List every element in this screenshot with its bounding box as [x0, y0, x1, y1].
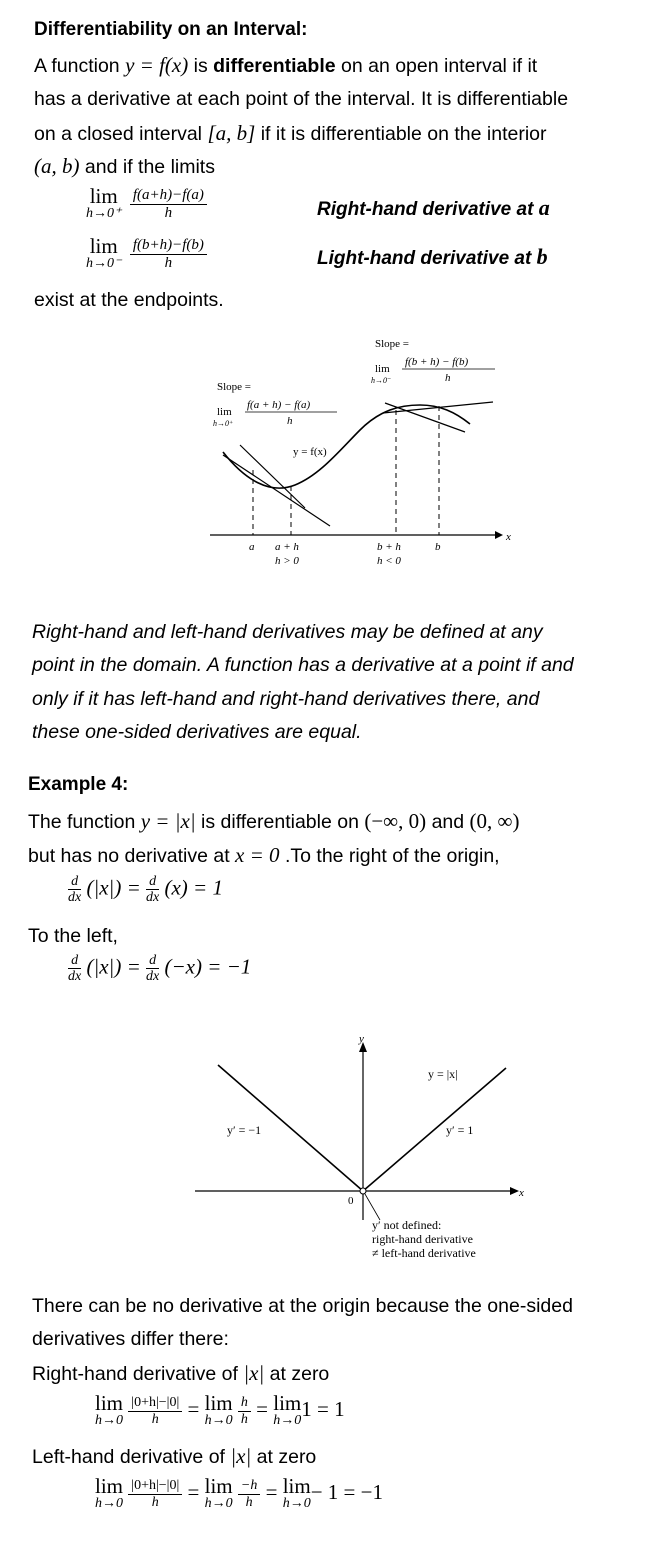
math-span: (−∞, 0): [364, 809, 427, 833]
y-axis-label: y: [359, 1033, 364, 1045]
fraction-den: h: [245, 1494, 253, 1510]
fraction-num: |0+h|−|0|: [128, 1395, 182, 1411]
lim-sub: h→0: [282, 1496, 311, 1511]
lim-sub: h→0: [204, 1413, 233, 1428]
function-curve: [223, 405, 470, 488]
label-var: b: [536, 244, 548, 269]
equals: =: [187, 1479, 200, 1504]
paragraph-line: There can be no derivative at the origin because the one-sided: [32, 1295, 573, 1317]
paragraph-line: [34, 49, 537, 83]
x-axis-arrow: [495, 531, 503, 539]
one-sided-derivative-figure: [195, 330, 515, 570]
right-hand-limit-chain: [95, 1393, 345, 1429]
fraction-num: d: [146, 953, 159, 969]
text-span: and: [426, 811, 470, 833]
text-span: on a closed interval: [34, 123, 208, 145]
math-span: y = |x|: [140, 809, 196, 833]
slope-left-label: Slope =: [217, 381, 252, 393]
fraction-num: f(b+h)−f(b): [130, 237, 207, 255]
math-span: (|x|) =: [86, 875, 141, 900]
fraction-den: h: [151, 1411, 159, 1427]
math-span: |x|: [230, 1444, 252, 1468]
slope-left-den: h: [287, 415, 293, 427]
paragraph-line: derivatives differ there:: [32, 1328, 229, 1350]
fraction-den: h: [240, 1411, 248, 1427]
text-span: .To the right of the origin,: [279, 845, 500, 867]
text-span: and if the limits: [79, 156, 215, 178]
lim-sub: h→0: [204, 1496, 233, 1511]
paragraph-line: these one-sided derivatives are equal.: [32, 721, 362, 743]
equals: =: [187, 1396, 200, 1421]
slope-right-sub: h→0⁻: [371, 376, 392, 385]
lim-word: lim: [95, 1474, 124, 1498]
curve-label: y = f(x): [293, 446, 327, 458]
limit-expression-left: [86, 236, 207, 272]
derivative-equation-right: [68, 874, 223, 906]
left-hand-label: [317, 244, 548, 270]
label-text: Right-hand derivative at: [317, 199, 539, 220]
text-span: The function: [28, 811, 141, 833]
lim-word: lim: [282, 1474, 311, 1498]
example-title: Example 4:: [28, 774, 129, 795]
fraction-num: d: [68, 874, 81, 890]
fraction-den: dx: [68, 890, 82, 906]
slope-right-label: Slope =: [375, 338, 410, 350]
math-span: (−x) = −1: [164, 954, 252, 979]
paragraph-line: To the left,: [28, 925, 118, 947]
label-var: a: [538, 195, 550, 220]
text-span: is: [188, 55, 214, 77]
note-line: right-hand derivative: [372, 1232, 473, 1246]
equals: =: [256, 1396, 268, 1421]
math-span: − 1 = −1: [310, 1479, 383, 1504]
tick-a: a: [249, 541, 255, 553]
right-slope-label: y′ = 1: [446, 1123, 474, 1137]
tick-b: b: [435, 541, 441, 553]
secant-right: [385, 403, 465, 432]
fraction-num: h: [238, 1395, 251, 1411]
limit-expression-right: [86, 186, 207, 222]
paragraph-line: [32, 1357, 329, 1391]
note-line: ≠ left-hand derivative: [372, 1246, 476, 1260]
tick-h-positive: h > 0: [275, 555, 299, 567]
math-span: x = 0: [235, 843, 280, 867]
slope-left-num: f(a + h) − f(a): [247, 399, 311, 411]
origin-label: 0: [348, 1195, 354, 1207]
paragraph-line: has a derivative at each point of the interval. It is differentiable: [34, 88, 569, 110]
paragraph-line: [28, 805, 520, 839]
equals: =: [265, 1479, 278, 1504]
fraction-den: dx: [146, 890, 160, 906]
function-label: y = |x|: [428, 1067, 458, 1081]
text-span: on an open interval if it: [335, 55, 538, 77]
origin-point: [360, 1188, 366, 1194]
fraction-den: h: [164, 204, 173, 221]
fraction-den: dx: [68, 969, 82, 985]
text-span: A function: [34, 55, 126, 77]
x-axis-label: x: [519, 1187, 524, 1199]
paragraph-line: Right-hand and left-hand derivatives may be defined at any: [32, 621, 543, 643]
fraction-num: d: [68, 953, 81, 969]
text-span: if it is differentiable on the interior: [255, 123, 547, 145]
fraction-num: f(a+h)−f(a): [130, 187, 207, 205]
lim-word: lim: [89, 234, 118, 258]
lim-sub: h→0: [95, 1496, 123, 1511]
math-span: (a, b): [34, 154, 80, 178]
text-span: at zero: [251, 1446, 317, 1468]
paragraph-line: point in the domain. A function has a derivative at a point if and: [32, 654, 574, 676]
lim-word: lim: [204, 1391, 233, 1415]
tick-a-plus-h: a + h: [275, 541, 299, 553]
fraction-den: h: [164, 254, 173, 271]
math-span: y = f(x): [125, 53, 189, 77]
lim-sub: h→0: [95, 1413, 123, 1428]
text-span: but has no derivative at: [28, 845, 236, 867]
tick-h-negative: h < 0: [377, 555, 401, 567]
derivative-equation-left: [68, 953, 251, 985]
lim-sub: h→0⁺: [86, 206, 122, 221]
slope-right-lim: lim: [375, 363, 390, 375]
left-slope-label: y′ = −1: [227, 1123, 262, 1137]
paragraph-line: [34, 117, 547, 151]
lim-word: lim: [95, 1391, 124, 1415]
lim-sub: h→0: [273, 1413, 302, 1428]
text-span: Right-hand derivative of: [32, 1363, 244, 1385]
right-hand-label: [317, 195, 550, 221]
fraction-num: −h: [238, 1478, 260, 1494]
x-axis-label: x: [506, 531, 511, 543]
fraction-den: h: [151, 1494, 159, 1510]
secant-left: [223, 455, 330, 526]
slope-left-sub: h→0⁺: [213, 419, 234, 428]
right-branch: [363, 1068, 506, 1191]
text-span: at zero: [264, 1363, 330, 1385]
lim-sub: h→0⁻: [86, 256, 122, 271]
slope-right-den: h: [445, 372, 451, 384]
slope-right-num: f(b + h) − f(b): [405, 356, 469, 368]
fraction-num: d: [146, 874, 159, 890]
tick-b-plus-h: b + h: [377, 541, 401, 553]
bold-term: differentiable: [213, 55, 336, 77]
math-span: 1 = 1: [301, 1396, 345, 1421]
note-pointer: [365, 1194, 380, 1220]
math-span: |x|: [243, 1361, 265, 1385]
math-span: (|x|) =: [86, 954, 141, 979]
label-text: Light-hand derivative at: [317, 248, 537, 269]
paragraph-line: exist at the endpoints.: [34, 289, 224, 311]
slope-left-lim: lim: [217, 406, 232, 418]
absolute-value-figure: [190, 1030, 530, 1270]
paragraph-line: [28, 839, 500, 873]
paragraph-line: [32, 1440, 316, 1474]
fraction-den: dx: [146, 969, 160, 985]
text-span: is differentiable on: [195, 811, 365, 833]
text-span: Left-hand derivative of: [32, 1446, 231, 1468]
lim-word: lim: [89, 184, 118, 208]
left-hand-limit-chain: [95, 1476, 383, 1512]
fraction-num: |0+h|−|0|: [128, 1478, 182, 1494]
paragraph-line: [34, 150, 215, 184]
note-line: y′ not defined:: [372, 1218, 442, 1232]
lim-word: lim: [204, 1474, 233, 1498]
math-span: (x) = 1: [164, 875, 223, 900]
section-title: Differentiability on an Interval:: [34, 19, 308, 40]
math-span: [a, b]: [207, 121, 256, 145]
math-span: (0, ∞): [469, 809, 520, 833]
paragraph-line: only if it has left-hand and right-hand derivatives there, and: [32, 688, 540, 710]
lim-word: lim: [273, 1391, 302, 1415]
x-axis-arrow: [510, 1187, 519, 1195]
